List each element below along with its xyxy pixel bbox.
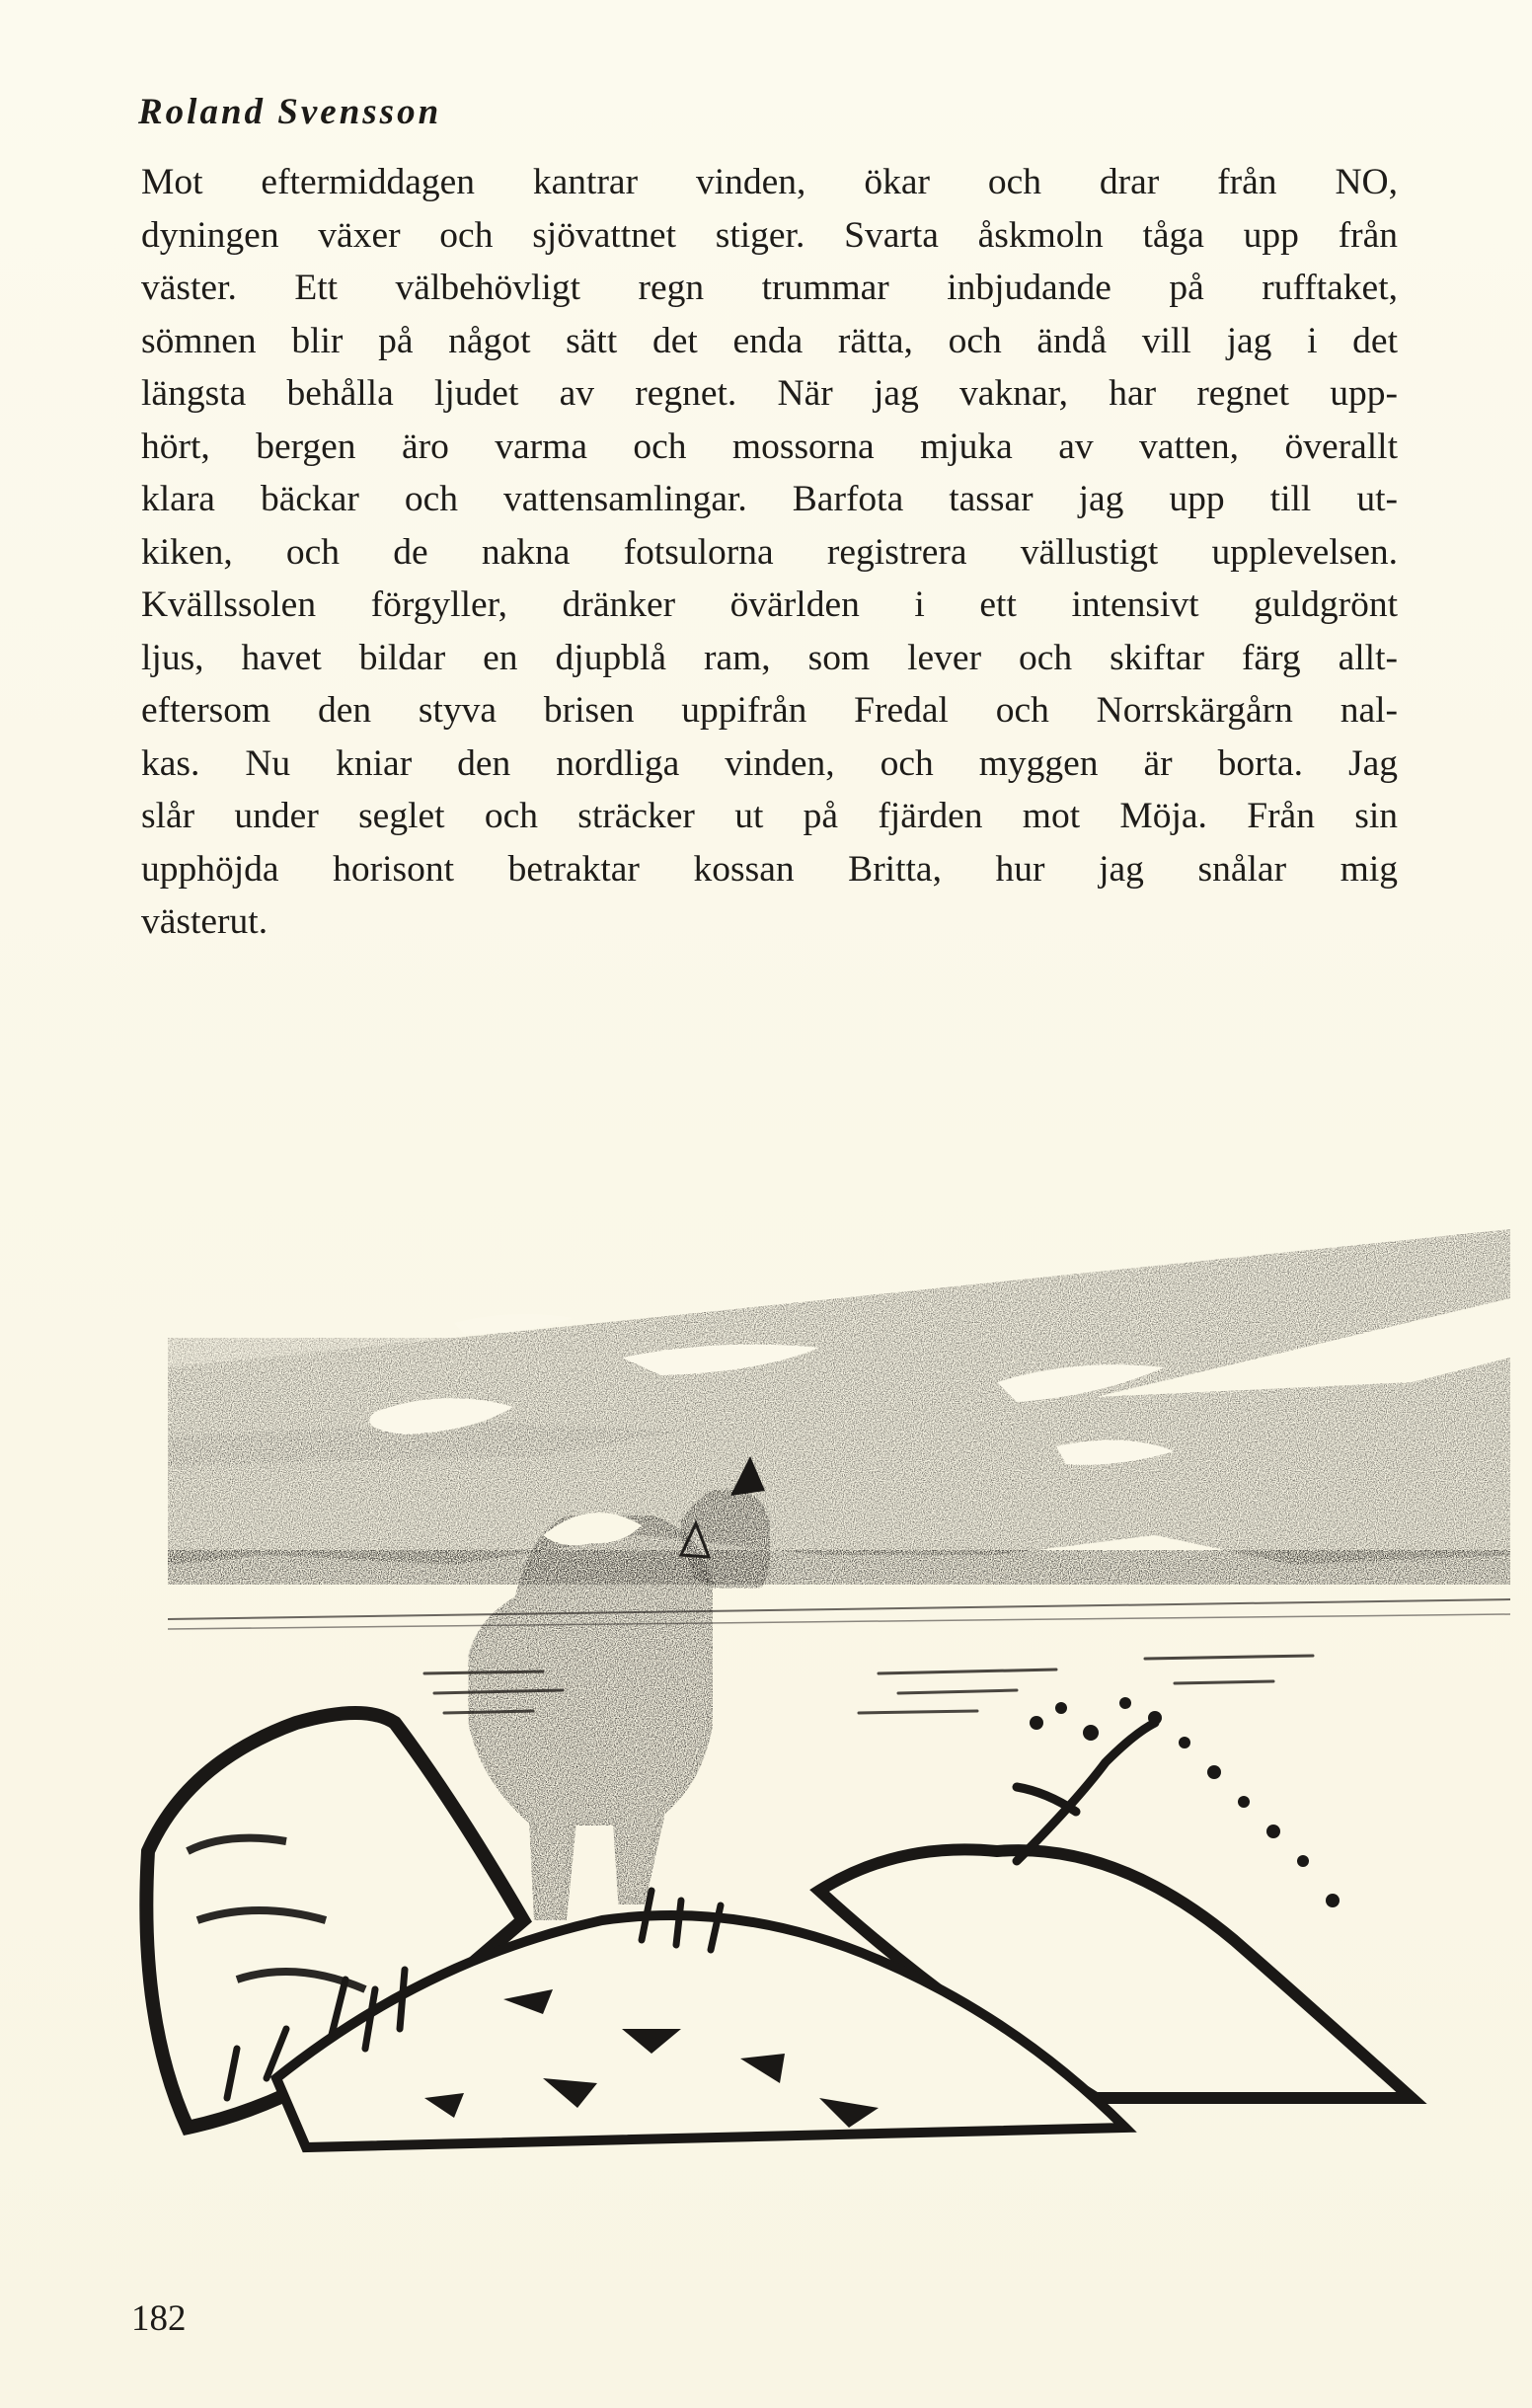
body-paragraph <box>141 156 1398 949</box>
running-head-author: Roland Svensson <box>138 92 442 132</box>
text-line: väster. Ett välbehövligt regn trummar inbjudande på rufftaket, <box>141 268 1398 308</box>
cow-illustration <box>128 1209 1520 2157</box>
text-line: slår under seglet och sträcker ut på fjärden mot Möja. Från sin <box>141 796 1398 836</box>
text-line: klara bäckar och vattensamlingar. Barfota tassar jag upp till ut- <box>141 479 1398 519</box>
text-line: ljus, havet bildar en djupblå ram, som lever och skiftar färg allt- <box>141 637 1398 678</box>
text-line: hört, bergen äro varma och mossorna mjuka av vatten, överallt <box>141 426 1398 467</box>
sky-clouds <box>168 1229 1510 1565</box>
text-line: Mot eftermiddagen kantrar vinden, ökar och drar från NO, <box>141 162 1398 202</box>
text-line: längsta behålla ljudet av regnet. När jag vaknar, har regnet upp- <box>141 373 1398 414</box>
page-number: 182 <box>131 2298 187 2339</box>
text-line: eftersom den styva brisen uppifrån Fredal och Norrskärgårn nal- <box>141 690 1398 731</box>
text-line: dyningen växer och sjövattnet stiger. Svarta åskmoln tåga upp från <box>141 214 1398 256</box>
text-line: sömnen blir på något sätt det enda rätta, och ändå vill jag i det <box>141 320 1398 361</box>
text-line: upphöjda horisont betraktar kossan Britta, hur jag snålar mig <box>141 848 1398 890</box>
text-line: kas. Nu kniar den nordliga vinden, och myggen är borta. Jag <box>141 742 1398 784</box>
text-line: kiken, och de nakna fotsulorna registrera vällustigt upplevelsen. <box>141 531 1398 573</box>
text-line: västerut. <box>141 901 268 942</box>
text-line: Kvällssolen förgyller, dränker övärlden i ett intensivt guldgrönt <box>141 584 1398 625</box>
